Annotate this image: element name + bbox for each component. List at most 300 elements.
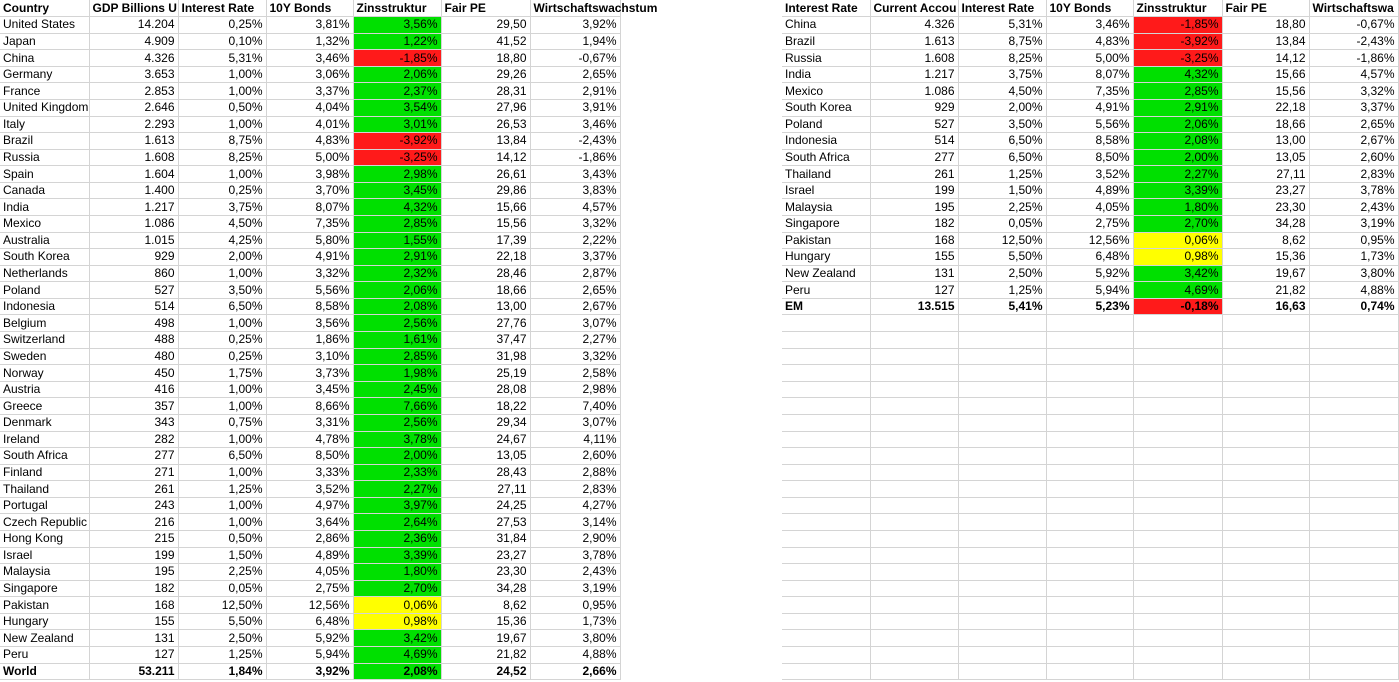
- empty-cell[interactable]: [1222, 663, 1309, 680]
- empty-cell[interactable]: [1133, 381, 1222, 398]
- zinsstruktur-cell[interactable]: 2,00%: [1133, 149, 1222, 166]
- data-cell[interactable]: 29,34: [441, 414, 530, 431]
- empty-cell[interactable]: [1222, 481, 1309, 498]
- data-cell[interactable]: 18,80: [1222, 17, 1309, 34]
- zinsstruktur-cell[interactable]: 2,08%: [353, 298, 441, 315]
- data-cell[interactable]: 131: [870, 265, 958, 282]
- data-cell[interactable]: 4,88%: [1309, 282, 1398, 299]
- data-cell[interactable]: 31,98: [441, 348, 530, 365]
- data-cell[interactable]: 28,46: [441, 265, 530, 282]
- row-label-cell[interactable]: Japan: [0, 33, 89, 50]
- zinsstruktur-cell[interactable]: -3,25%: [353, 149, 441, 166]
- data-cell[interactable]: 1.608: [870, 50, 958, 67]
- data-cell[interactable]: 488: [89, 332, 178, 349]
- empty-cell[interactable]: [1046, 414, 1133, 431]
- empty-cell[interactable]: [782, 597, 870, 614]
- data-cell[interactable]: 3,75%: [178, 199, 266, 216]
- empty-cell[interactable]: [1046, 663, 1133, 680]
- empty-cell[interactable]: [958, 348, 1046, 365]
- empty-cell[interactable]: [1133, 332, 1222, 349]
- data-cell[interactable]: 19,67: [1222, 265, 1309, 282]
- zinsstruktur-cell[interactable]: 4,32%: [1133, 66, 1222, 83]
- data-cell[interactable]: 16,63: [1222, 298, 1309, 315]
- empty-cell[interactable]: [782, 547, 870, 564]
- data-cell[interactable]: 31,84: [441, 531, 530, 548]
- data-cell[interactable]: 6,50%: [958, 149, 1046, 166]
- data-cell[interactable]: 12,50%: [178, 597, 266, 614]
- data-cell[interactable]: 15,56: [441, 216, 530, 233]
- data-cell[interactable]: 3,52%: [266, 481, 353, 498]
- column-header[interactable]: Interest Rate: [782, 0, 870, 17]
- data-cell[interactable]: 527: [870, 116, 958, 133]
- row-label-cell[interactable]: Czech Republic: [0, 514, 89, 531]
- empty-cell[interactable]: [1309, 365, 1398, 382]
- row-label-cell[interactable]: Canada: [0, 182, 89, 199]
- zinsstruktur-cell[interactable]: 2,56%: [353, 315, 441, 332]
- zinsstruktur-cell[interactable]: 3,39%: [1133, 182, 1222, 199]
- row-label-cell[interactable]: Netherlands: [0, 265, 89, 282]
- data-cell[interactable]: 3,10%: [266, 348, 353, 365]
- data-cell[interactable]: 4,89%: [266, 547, 353, 564]
- data-cell[interactable]: 4,89%: [1046, 182, 1133, 199]
- empty-cell[interactable]: [1309, 531, 1398, 548]
- row-label-cell[interactable]: Ireland: [0, 431, 89, 448]
- row-label-cell[interactable]: Finland: [0, 464, 89, 481]
- empty-cell[interactable]: [1309, 647, 1398, 664]
- data-cell[interactable]: 2,65%: [530, 66, 620, 83]
- empty-cell[interactable]: [1046, 580, 1133, 597]
- empty-cell[interactable]: [870, 315, 958, 332]
- data-cell[interactable]: 4,11%: [530, 431, 620, 448]
- data-cell[interactable]: 22,18: [441, 249, 530, 266]
- data-cell[interactable]: 1,25%: [178, 481, 266, 498]
- data-cell[interactable]: 15,36: [441, 613, 530, 630]
- data-cell[interactable]: 6,50%: [178, 448, 266, 465]
- empty-cell[interactable]: [782, 315, 870, 332]
- empty-cell[interactable]: [1222, 597, 1309, 614]
- empty-cell[interactable]: [958, 315, 1046, 332]
- column-header[interactable]: Zinsstruktur: [1133, 0, 1222, 17]
- data-cell[interactable]: 28,08: [441, 381, 530, 398]
- data-cell[interactable]: 5,50%: [958, 249, 1046, 266]
- empty-cell[interactable]: [958, 332, 1046, 349]
- empty-cell[interactable]: [1309, 431, 1398, 448]
- data-cell[interactable]: 3,37%: [530, 249, 620, 266]
- data-cell[interactable]: 18,66: [1222, 116, 1309, 133]
- data-cell[interactable]: 3,32%: [530, 216, 620, 233]
- data-cell[interactable]: 26,61: [441, 166, 530, 183]
- empty-cell[interactable]: [1046, 630, 1133, 647]
- zinsstruktur-cell[interactable]: 2,64%: [353, 514, 441, 531]
- row-label-cell[interactable]: Austria: [0, 381, 89, 398]
- empty-cell[interactable]: [1222, 448, 1309, 465]
- row-label-cell[interactable]: United Kingdom: [0, 99, 89, 116]
- data-cell[interactable]: 1.217: [89, 199, 178, 216]
- data-cell[interactable]: 2.646: [89, 99, 178, 116]
- data-cell[interactable]: 3,07%: [530, 315, 620, 332]
- row-label-cell[interactable]: Italy: [0, 116, 89, 133]
- row-label-cell[interactable]: Indonesia: [0, 298, 89, 315]
- empty-cell[interactable]: [870, 365, 958, 382]
- data-cell[interactable]: 3,80%: [530, 630, 620, 647]
- data-cell[interactable]: 21,82: [441, 647, 530, 664]
- data-cell[interactable]: 15,66: [1222, 66, 1309, 83]
- empty-cell[interactable]: [1046, 547, 1133, 564]
- row-label-cell[interactable]: South Korea: [782, 99, 870, 116]
- data-cell[interactable]: 2,00%: [958, 99, 1046, 116]
- data-cell[interactable]: 929: [870, 99, 958, 116]
- data-cell[interactable]: 14.204: [89, 17, 178, 34]
- data-cell[interactable]: 527: [89, 282, 178, 299]
- empty-cell[interactable]: [782, 365, 870, 382]
- empty-cell[interactable]: [1046, 481, 1133, 498]
- data-cell[interactable]: 14,12: [1222, 50, 1309, 67]
- data-cell[interactable]: 929: [89, 249, 178, 266]
- data-cell[interactable]: 5,00%: [1046, 50, 1133, 67]
- data-cell[interactable]: 4,83%: [1046, 33, 1133, 50]
- empty-cell[interactable]: [958, 580, 1046, 597]
- data-cell[interactable]: 2,90%: [530, 531, 620, 548]
- row-label-cell[interactable]: India: [0, 199, 89, 216]
- data-cell[interactable]: 4,50%: [178, 216, 266, 233]
- data-cell[interactable]: 3,19%: [530, 580, 620, 597]
- data-cell[interactable]: 1,73%: [1309, 249, 1398, 266]
- empty-cell[interactable]: [958, 448, 1046, 465]
- data-cell[interactable]: -2,43%: [1309, 33, 1398, 50]
- empty-cell[interactable]: [1046, 398, 1133, 415]
- row-label-cell[interactable]: Sweden: [0, 348, 89, 365]
- empty-cell[interactable]: [782, 580, 870, 597]
- empty-cell[interactable]: [870, 448, 958, 465]
- data-cell[interactable]: 17,39: [441, 232, 530, 249]
- data-cell[interactable]: 4,57%: [530, 199, 620, 216]
- empty-cell[interactable]: [782, 514, 870, 531]
- data-cell[interactable]: 1,00%: [178, 497, 266, 514]
- data-cell[interactable]: 37,47: [441, 332, 530, 349]
- data-cell[interactable]: 215: [89, 531, 178, 548]
- data-cell[interactable]: 27,76: [441, 315, 530, 332]
- empty-cell[interactable]: [958, 531, 1046, 548]
- data-cell[interactable]: 15,56: [1222, 83, 1309, 100]
- data-cell[interactable]: 5,00%: [266, 149, 353, 166]
- empty-cell[interactable]: [1046, 348, 1133, 365]
- data-cell[interactable]: 2,87%: [530, 265, 620, 282]
- row-label-cell[interactable]: Portugal: [0, 497, 89, 514]
- data-cell[interactable]: 168: [870, 232, 958, 249]
- data-cell[interactable]: 3,78%: [530, 547, 620, 564]
- data-cell[interactable]: 28,31: [441, 83, 530, 100]
- row-label-cell[interactable]: China: [0, 50, 89, 67]
- data-cell[interactable]: 3,50%: [958, 116, 1046, 133]
- data-cell[interactable]: 5,94%: [266, 647, 353, 664]
- empty-cell[interactable]: [1133, 630, 1222, 647]
- data-cell[interactable]: 5,92%: [266, 630, 353, 647]
- data-cell[interactable]: 8,62: [441, 597, 530, 614]
- data-cell[interactable]: 22,18: [1222, 99, 1309, 116]
- empty-cell[interactable]: [1133, 580, 1222, 597]
- data-cell[interactable]: 5,23%: [1046, 298, 1133, 315]
- empty-cell[interactable]: [870, 663, 958, 680]
- zinsstruktur-cell[interactable]: 3,39%: [353, 547, 441, 564]
- data-cell[interactable]: 23,27: [441, 547, 530, 564]
- data-cell[interactable]: 4,97%: [266, 497, 353, 514]
- data-cell[interactable]: -0,67%: [530, 50, 620, 67]
- data-cell[interactable]: 1,00%: [178, 83, 266, 100]
- data-cell[interactable]: 8,75%: [958, 33, 1046, 50]
- data-cell[interactable]: 0,75%: [178, 414, 266, 431]
- data-cell[interactable]: 1,25%: [178, 647, 266, 664]
- row-label-cell[interactable]: Germany: [0, 66, 89, 83]
- zinsstruktur-cell[interactable]: 3,97%: [353, 497, 441, 514]
- empty-cell[interactable]: [870, 647, 958, 664]
- empty-cell[interactable]: [1309, 398, 1398, 415]
- empty-cell[interactable]: [870, 514, 958, 531]
- zinsstruktur-cell[interactable]: 2,08%: [1133, 133, 1222, 150]
- zinsstruktur-cell[interactable]: 2,98%: [353, 166, 441, 183]
- data-cell[interactable]: 12,50%: [958, 232, 1046, 249]
- data-cell[interactable]: 1.608: [89, 149, 178, 166]
- data-cell[interactable]: 0,25%: [178, 17, 266, 34]
- zinsstruktur-cell[interactable]: 1,22%: [353, 33, 441, 50]
- row-label-cell[interactable]: South Africa: [0, 448, 89, 465]
- empty-cell[interactable]: [958, 464, 1046, 481]
- data-cell[interactable]: 127: [89, 647, 178, 664]
- data-cell[interactable]: 498: [89, 315, 178, 332]
- data-cell[interactable]: 3,37%: [1309, 99, 1398, 116]
- empty-cell[interactable]: [958, 514, 1046, 531]
- zinsstruktur-cell[interactable]: 1,80%: [353, 564, 441, 581]
- data-cell[interactable]: 3,46%: [266, 50, 353, 67]
- data-cell[interactable]: 343: [89, 414, 178, 431]
- row-label-cell[interactable]: Israel: [782, 182, 870, 199]
- zinsstruktur-cell[interactable]: 1,55%: [353, 232, 441, 249]
- empty-cell[interactable]: [1133, 414, 1222, 431]
- empty-cell[interactable]: [782, 332, 870, 349]
- data-cell[interactable]: 23,27: [1222, 182, 1309, 199]
- row-label-cell[interactable]: Thailand: [0, 481, 89, 498]
- empty-cell[interactable]: [958, 613, 1046, 630]
- empty-cell[interactable]: [958, 630, 1046, 647]
- empty-cell[interactable]: [1222, 613, 1309, 630]
- empty-cell[interactable]: [1046, 464, 1133, 481]
- data-cell[interactable]: 3,32%: [530, 348, 620, 365]
- empty-cell[interactable]: [1222, 414, 1309, 431]
- data-cell[interactable]: 4,01%: [266, 116, 353, 133]
- zinsstruktur-cell[interactable]: 3,01%: [353, 116, 441, 133]
- row-label-cell[interactable]: Pakistan: [782, 232, 870, 249]
- empty-cell[interactable]: [1309, 514, 1398, 531]
- empty-cell[interactable]: [1222, 348, 1309, 365]
- empty-cell[interactable]: [870, 597, 958, 614]
- data-cell[interactable]: 2,91%: [530, 83, 620, 100]
- data-cell[interactable]: 860: [89, 265, 178, 282]
- zinsstruktur-cell[interactable]: 3,54%: [353, 99, 441, 116]
- zinsstruktur-cell[interactable]: 2,36%: [353, 531, 441, 548]
- row-label-cell[interactable]: South Korea: [0, 249, 89, 266]
- data-cell[interactable]: 243: [89, 497, 178, 514]
- data-cell[interactable]: 34,28: [441, 580, 530, 597]
- column-header[interactable]: Country: [0, 0, 89, 17]
- data-cell[interactable]: 4,27%: [530, 497, 620, 514]
- data-cell[interactable]: 3,06%: [266, 66, 353, 83]
- data-cell[interactable]: 3,43%: [530, 166, 620, 183]
- empty-cell[interactable]: [1309, 613, 1398, 630]
- data-cell[interactable]: 27,11: [441, 481, 530, 498]
- data-cell[interactable]: 28,43: [441, 464, 530, 481]
- data-cell[interactable]: 24,67: [441, 431, 530, 448]
- zinsstruktur-cell[interactable]: 1,80%: [1133, 199, 1222, 216]
- row-label-cell[interactable]: World: [0, 663, 89, 680]
- data-cell[interactable]: 195: [89, 564, 178, 581]
- data-cell[interactable]: 3,33%: [266, 464, 353, 481]
- empty-cell[interactable]: [1222, 431, 1309, 448]
- empty-cell[interactable]: [1133, 613, 1222, 630]
- data-cell[interactable]: 3,73%: [266, 365, 353, 382]
- data-cell[interactable]: 2,60%: [1309, 149, 1398, 166]
- data-cell[interactable]: 3,92%: [266, 663, 353, 680]
- empty-cell[interactable]: [1222, 381, 1309, 398]
- empty-cell[interactable]: [958, 481, 1046, 498]
- row-label-cell[interactable]: Brazil: [0, 133, 89, 150]
- row-label-cell[interactable]: Spain: [0, 166, 89, 183]
- empty-cell[interactable]: [1133, 398, 1222, 415]
- row-label-cell[interactable]: Norway: [0, 365, 89, 382]
- row-label-cell[interactable]: Hong Kong: [0, 531, 89, 548]
- data-cell[interactable]: 2,25%: [958, 199, 1046, 216]
- row-label-cell[interactable]: China: [782, 17, 870, 34]
- zinsstruktur-cell[interactable]: 1,98%: [353, 365, 441, 382]
- data-cell[interactable]: 1,00%: [178, 166, 266, 183]
- empty-cell[interactable]: [870, 531, 958, 548]
- data-cell[interactable]: 155: [870, 249, 958, 266]
- empty-cell[interactable]: [782, 481, 870, 498]
- column-header[interactable]: Zinsstruktur: [353, 0, 441, 17]
- data-cell[interactable]: 1,00%: [178, 398, 266, 415]
- empty-cell[interactable]: [1222, 398, 1309, 415]
- zinsstruktur-cell[interactable]: 2,91%: [353, 249, 441, 266]
- empty-cell[interactable]: [870, 332, 958, 349]
- empty-cell[interactable]: [958, 647, 1046, 664]
- data-cell[interactable]: 12,56%: [266, 597, 353, 614]
- data-cell[interactable]: 199: [870, 182, 958, 199]
- data-cell[interactable]: 0,95%: [530, 597, 620, 614]
- data-cell[interactable]: 13,84: [1222, 33, 1309, 50]
- empty-cell[interactable]: [1309, 464, 1398, 481]
- zinsstruktur-cell[interactable]: 2,45%: [353, 381, 441, 398]
- empty-cell[interactable]: [1222, 365, 1309, 382]
- zinsstruktur-cell[interactable]: 2,85%: [353, 348, 441, 365]
- empty-cell[interactable]: [1046, 365, 1133, 382]
- data-cell[interactable]: 3,83%: [530, 182, 620, 199]
- data-cell[interactable]: 0,05%: [958, 216, 1046, 233]
- data-cell[interactable]: 4,05%: [1046, 199, 1133, 216]
- data-cell[interactable]: 0,10%: [178, 33, 266, 50]
- data-cell[interactable]: 2,75%: [1046, 216, 1133, 233]
- empty-cell[interactable]: [870, 348, 958, 365]
- row-label-cell[interactable]: Brazil: [782, 33, 870, 50]
- data-cell[interactable]: 4,91%: [266, 249, 353, 266]
- empty-cell[interactable]: [782, 464, 870, 481]
- data-cell[interactable]: 6,48%: [266, 613, 353, 630]
- data-cell[interactable]: 2.853: [89, 83, 178, 100]
- zinsstruktur-cell[interactable]: 2,70%: [1133, 216, 1222, 233]
- data-cell[interactable]: 416: [89, 381, 178, 398]
- row-label-cell[interactable]: Hungary: [0, 613, 89, 630]
- data-cell[interactable]: 3,45%: [266, 381, 353, 398]
- data-cell[interactable]: 13,05: [1222, 149, 1309, 166]
- data-cell[interactable]: 18,22: [441, 398, 530, 415]
- row-label-cell[interactable]: Malaysia: [782, 199, 870, 216]
- zinsstruktur-cell[interactable]: -3,25%: [1133, 50, 1222, 67]
- data-cell[interactable]: 6,48%: [1046, 249, 1133, 266]
- empty-cell[interactable]: [870, 481, 958, 498]
- data-cell[interactable]: 182: [870, 216, 958, 233]
- data-cell[interactable]: 4,88%: [530, 647, 620, 664]
- empty-cell[interactable]: [782, 663, 870, 680]
- data-cell[interactable]: 182: [89, 580, 178, 597]
- data-cell[interactable]: 29,86: [441, 182, 530, 199]
- empty-cell[interactable]: [1222, 547, 1309, 564]
- data-cell[interactable]: 4,91%: [1046, 99, 1133, 116]
- empty-cell[interactable]: [1309, 497, 1398, 514]
- data-cell[interactable]: 261: [89, 481, 178, 498]
- row-label-cell[interactable]: EM: [782, 298, 870, 315]
- zinsstruktur-cell[interactable]: 0,98%: [353, 613, 441, 630]
- data-cell[interactable]: 5,50%: [178, 613, 266, 630]
- column-header[interactable]: GDP Billions U: [89, 0, 178, 17]
- empty-cell[interactable]: [870, 630, 958, 647]
- data-cell[interactable]: 53.211: [89, 663, 178, 680]
- zinsstruktur-cell[interactable]: 2,32%: [353, 265, 441, 282]
- data-cell[interactable]: 8,07%: [266, 199, 353, 216]
- data-cell[interactable]: 3,46%: [1046, 17, 1133, 34]
- data-cell[interactable]: 1,00%: [178, 265, 266, 282]
- row-label-cell[interactable]: France: [0, 83, 89, 100]
- empty-cell[interactable]: [1133, 514, 1222, 531]
- column-header[interactable]: 10Y Bonds: [266, 0, 353, 17]
- empty-cell[interactable]: [782, 564, 870, 581]
- data-cell[interactable]: 1.400: [89, 182, 178, 199]
- data-cell[interactable]: 2,65%: [530, 282, 620, 299]
- data-cell[interactable]: 8,58%: [1046, 133, 1133, 150]
- data-cell[interactable]: 1,50%: [178, 547, 266, 564]
- zinsstruktur-cell[interactable]: 2,27%: [1133, 166, 1222, 183]
- empty-cell[interactable]: [782, 431, 870, 448]
- data-cell[interactable]: 1,25%: [958, 166, 1046, 183]
- empty-cell[interactable]: [870, 564, 958, 581]
- empty-cell[interactable]: [1046, 514, 1133, 531]
- data-cell[interactable]: 27,53: [441, 514, 530, 531]
- data-cell[interactable]: 199: [89, 547, 178, 564]
- column-header[interactable]: 10Y Bonds: [1046, 0, 1133, 17]
- zinsstruktur-cell[interactable]: 2,27%: [353, 481, 441, 498]
- empty-cell[interactable]: [1309, 332, 1398, 349]
- data-cell[interactable]: 29,50: [441, 17, 530, 34]
- data-cell[interactable]: 4,25%: [178, 232, 266, 249]
- data-cell[interactable]: 5,56%: [266, 282, 353, 299]
- zinsstruktur-cell[interactable]: 2,91%: [1133, 99, 1222, 116]
- data-cell[interactable]: 5,94%: [1046, 282, 1133, 299]
- empty-cell[interactable]: [1133, 597, 1222, 614]
- empty-cell[interactable]: [1309, 414, 1398, 431]
- data-cell[interactable]: 4,78%: [266, 431, 353, 448]
- empty-cell[interactable]: [782, 613, 870, 630]
- data-cell[interactable]: 3,70%: [266, 182, 353, 199]
- data-cell[interactable]: 2,22%: [530, 232, 620, 249]
- data-cell[interactable]: 25,19: [441, 365, 530, 382]
- data-cell[interactable]: 1,86%: [266, 332, 353, 349]
- data-cell[interactable]: 3,46%: [530, 116, 620, 133]
